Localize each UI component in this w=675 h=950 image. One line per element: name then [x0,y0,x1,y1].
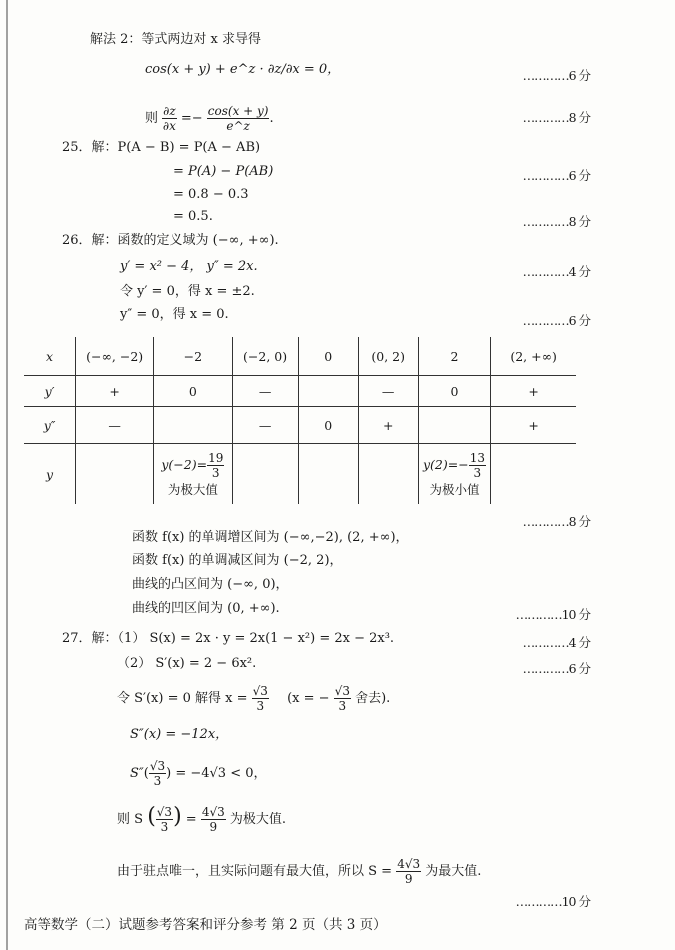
score-mark: …………6 分 [522,68,590,83]
table-row [24,444,576,505]
critical-point-line: 令 S′(x) = 0 解得 x = $\frac{√3}{3}$ (x = − $\frac{√3}{3}$ 舍去). [117,684,391,713]
problem-26-line: 26．解：函数的定义域为 (−∞, +∞). [62,233,279,248]
table-row [24,337,576,376]
table-cell [76,444,154,505]
problem-27-line: 27．解：（1） S(x) = 2x · y = 2x(1 − x²) = 2x − 2x³. [62,631,395,646]
problem-25-line: = P(A) − P(AB) [173,164,274,179]
conclusion-line: 函数 f(x) 的单调增区间为 (−∞,−2), (2, +∞)， [132,530,409,545]
table-cell: 0 [418,376,490,407]
table-cell [298,376,358,407]
method2-title: 解法 2：等式两边对 x 求导得 [90,32,261,47]
table-row [24,376,576,407]
table-cell: 2 [418,337,490,376]
score-mark: …………8 分 [522,514,590,529]
problem-27-line: （2） S′(x) = 2 − 6x². [117,656,257,671]
table-cell [232,444,298,505]
conclusion-line: 曲线的凸区间为 (−∞, 0)， [132,577,289,592]
score-mark: …………6 分 [522,313,590,328]
score-mark: …………8 分 [522,214,590,229]
table-cell: + [76,376,154,407]
score-mark: …………4 分 [522,635,590,650]
table-cell: 0 [298,407,358,444]
problem-26-line: 令 y′ = 0，得 x = ±2. [120,284,255,299]
score-mark: …………10 分 [515,894,590,909]
problem-25-line: = 0.8 − 0.3 [173,187,249,202]
problem-26-line: y″ = 0，得 x = 0. [120,307,229,322]
table-cell: y(−2)= $\frac{19}{3}$ 为极大值 [154,444,232,505]
table-cell: + [491,407,576,444]
table-cell: — [232,407,298,444]
final-conclusion: 由于驻点唯一，且实际问题有最大值，所以 S = $\frac{4√3}{9}$ 为最大值. [117,857,482,886]
score-mark: …………4 分 [522,264,590,279]
score-mark: …………10 分 [515,607,590,622]
table-cell: (−∞, −2) [76,337,154,376]
variation-table [24,337,576,504]
table-cell: 0 [298,337,358,376]
table-cell [154,407,232,444]
table-cell: + [491,376,576,407]
problem-25-line: 25．解：P(A − B) = P(A − AB) [62,140,261,155]
method2-eq2: 则 $\frac{\partial z}{\partial x}$ =− $\frac{\cos(x + y)}{e\^{}z}$ . [145,104,274,133]
table-cell: (2, +∞) [491,337,576,376]
score-mark: …………6 分 [522,661,590,676]
table-cell [491,444,576,505]
table-cell: y [46,466,54,482]
table-cell [298,444,358,505]
table-cell [358,444,418,505]
table-cell: — [232,376,298,407]
conclusion-line: 函数 f(x) 的单调减区间为 (−2, 2)， [132,553,343,568]
table-cell [418,407,490,444]
score-mark: …………6 分 [522,168,590,183]
table-cell: y(2)=− $\frac{13}{3}$ 为极小值 [418,444,490,505]
table-row [24,407,576,444]
problem-25-line: = 0.5. [173,209,213,224]
page-footer: 高等数学（二）试题参考答案和评分参考 第 2 页（共 3 页） [24,917,387,933]
table-cell: (0, 2) [358,337,418,376]
score-mark: …………8 分 [522,110,590,125]
table-cell: — [76,407,154,444]
table-cell: 0 [154,376,232,407]
table-cell: + [358,407,418,444]
second-derivative-value: S″( $\frac{√3}{3}$ ) = −4√3 < 0， [130,759,267,788]
scan-edge [6,0,8,950]
conclusion-line: 曲线的凹区间为 (0, +∞). [132,601,280,616]
table-cell: x [24,337,76,376]
second-derivative-line: S″(x) = −12x， [130,727,229,742]
table-cell: — [358,376,418,407]
table-cell: y″ [24,407,76,444]
method2-eq1: cos(x + y) + e^z · ∂z/∂x = 0， [145,62,341,77]
problem-26-line: y′ = x² − 4， y″ = 2x. [120,259,258,274]
table-cell: −2 [154,337,232,376]
max-value-line: 则 S ( $\frac{√3}{3}$ ) = $\frac{4√3}{9}$ 为极大值. [117,804,287,834]
table-cell: y′ [24,376,76,407]
table-cell: (−2, 0) [232,337,298,376]
